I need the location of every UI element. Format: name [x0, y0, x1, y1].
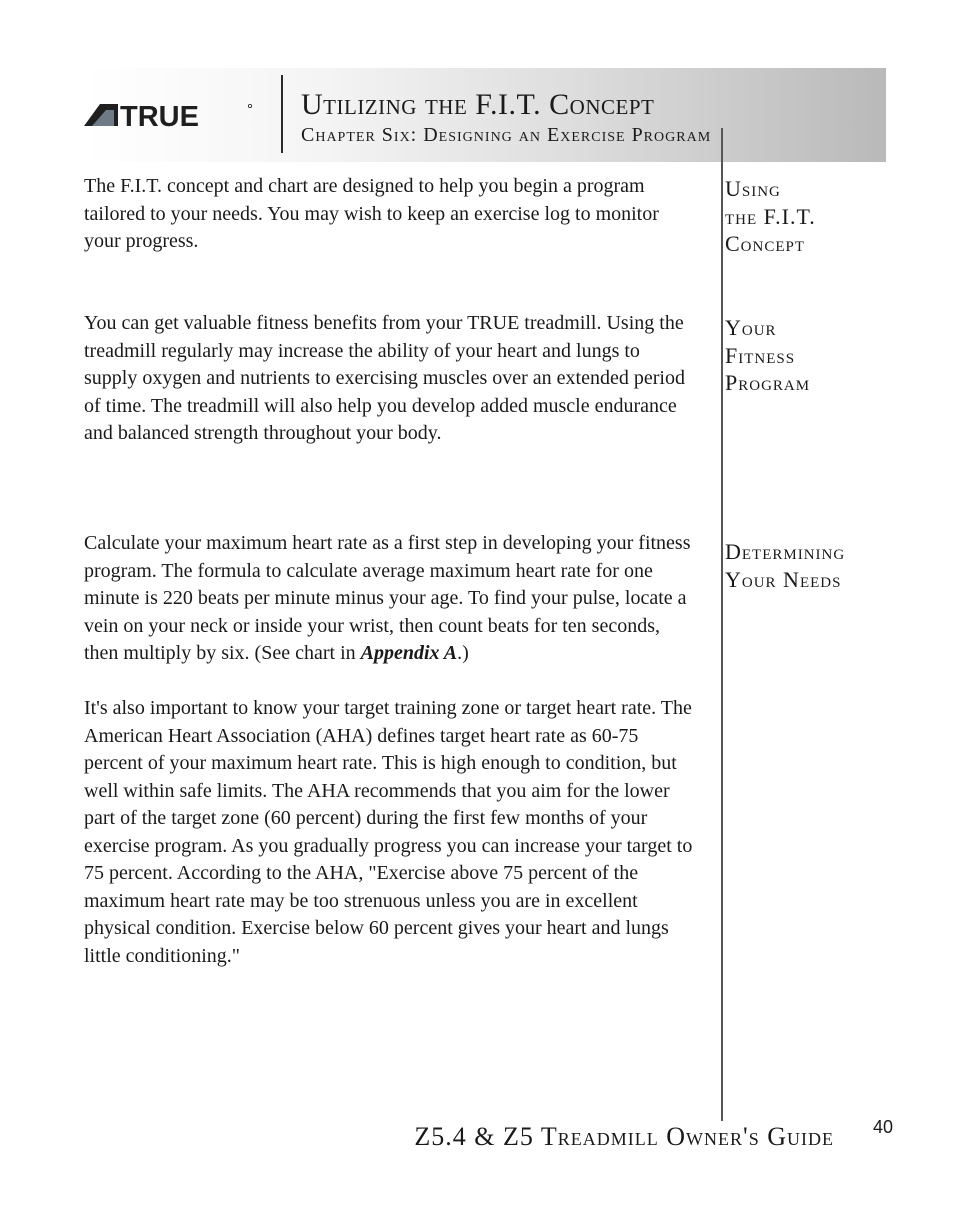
- true-logo-icon: [84, 100, 254, 130]
- text-run: Calculate your maximum heart rate as a first step in developing your fitness program. The formula to calculate average maximum heart rate for one minute is 220 beats per minute minus your age. To find your pulse, locate a vein on your neck or inside your wrist, then count beats for ten seconds, then multiply by six. (See chart in: [84, 532, 691, 664]
- svg-text:TRUE: TRUE: [120, 101, 199, 130]
- footer-title: Z5.4 & Z5 Treadmill Owner's Guide: [414, 1122, 834, 1151]
- sidebar-heading-determining-needs: Determining Your Needs: [725, 539, 846, 592]
- section-determining-needs: [84, 530, 694, 970]
- page-number: 40: [873, 1117, 894, 1137]
- chapter-subtitle: Chapter Six: Designing an Exercise Program: [301, 124, 712, 146]
- sidebar-heading-using-fit: Using the F.I.T. Concept: [725, 176, 816, 256]
- section-fitness-program: [84, 310, 694, 448]
- appendix-a-reference: Appendix A: [360, 642, 458, 664]
- chapter-title: Utilizing the F.I.T. Concept: [301, 88, 655, 121]
- paragraph-max-heart-rate: [84, 530, 694, 668]
- header-divider: [281, 75, 283, 153]
- paragraph-target-heart-rate: It's also important to know your target training zone or target heart rate. The American Heart Association (AHA) defines target heart rate as 60-75 percent of your maximum heart rate. This is high enough to condition, but well within safe limits. The AHA recommends that you aim for the lower part of the target zone (60 percent) during the first few months of your exercise program. As you gradually progress you can increase your target to 75 percent. According to the AHA, "Exercise above 75 percent of the maximum heart rate may be too strenuous unless you are in excellent physical condition. Exercise below 60 percent gives your heart and lungs little conditioning.": [84, 697, 693, 967]
- paragraph: You can get valuable fitness benefits from your TRUE treadmill. Using the treadmill regularly may increase the ability of your heart and lungs to supply oxygen and nutrients to exercising muscles over an extended period of time. The treadmill will also help you develop added muscle endurance and balanced strength throughout your body.: [84, 312, 685, 444]
- column-divider: [721, 128, 723, 1121]
- sidebar-heading-fitness-program: Your Fitness Program: [725, 315, 811, 395]
- paragraph: The F.I.T. concept and chart are designed to help you begin a program tailored to your needs. You may wish to keep an exercise log to monitor your progress.: [84, 175, 659, 252]
- text-run: .): [457, 642, 469, 664]
- true-logo: [84, 100, 254, 130]
- section-using-fit: [84, 173, 694, 256]
